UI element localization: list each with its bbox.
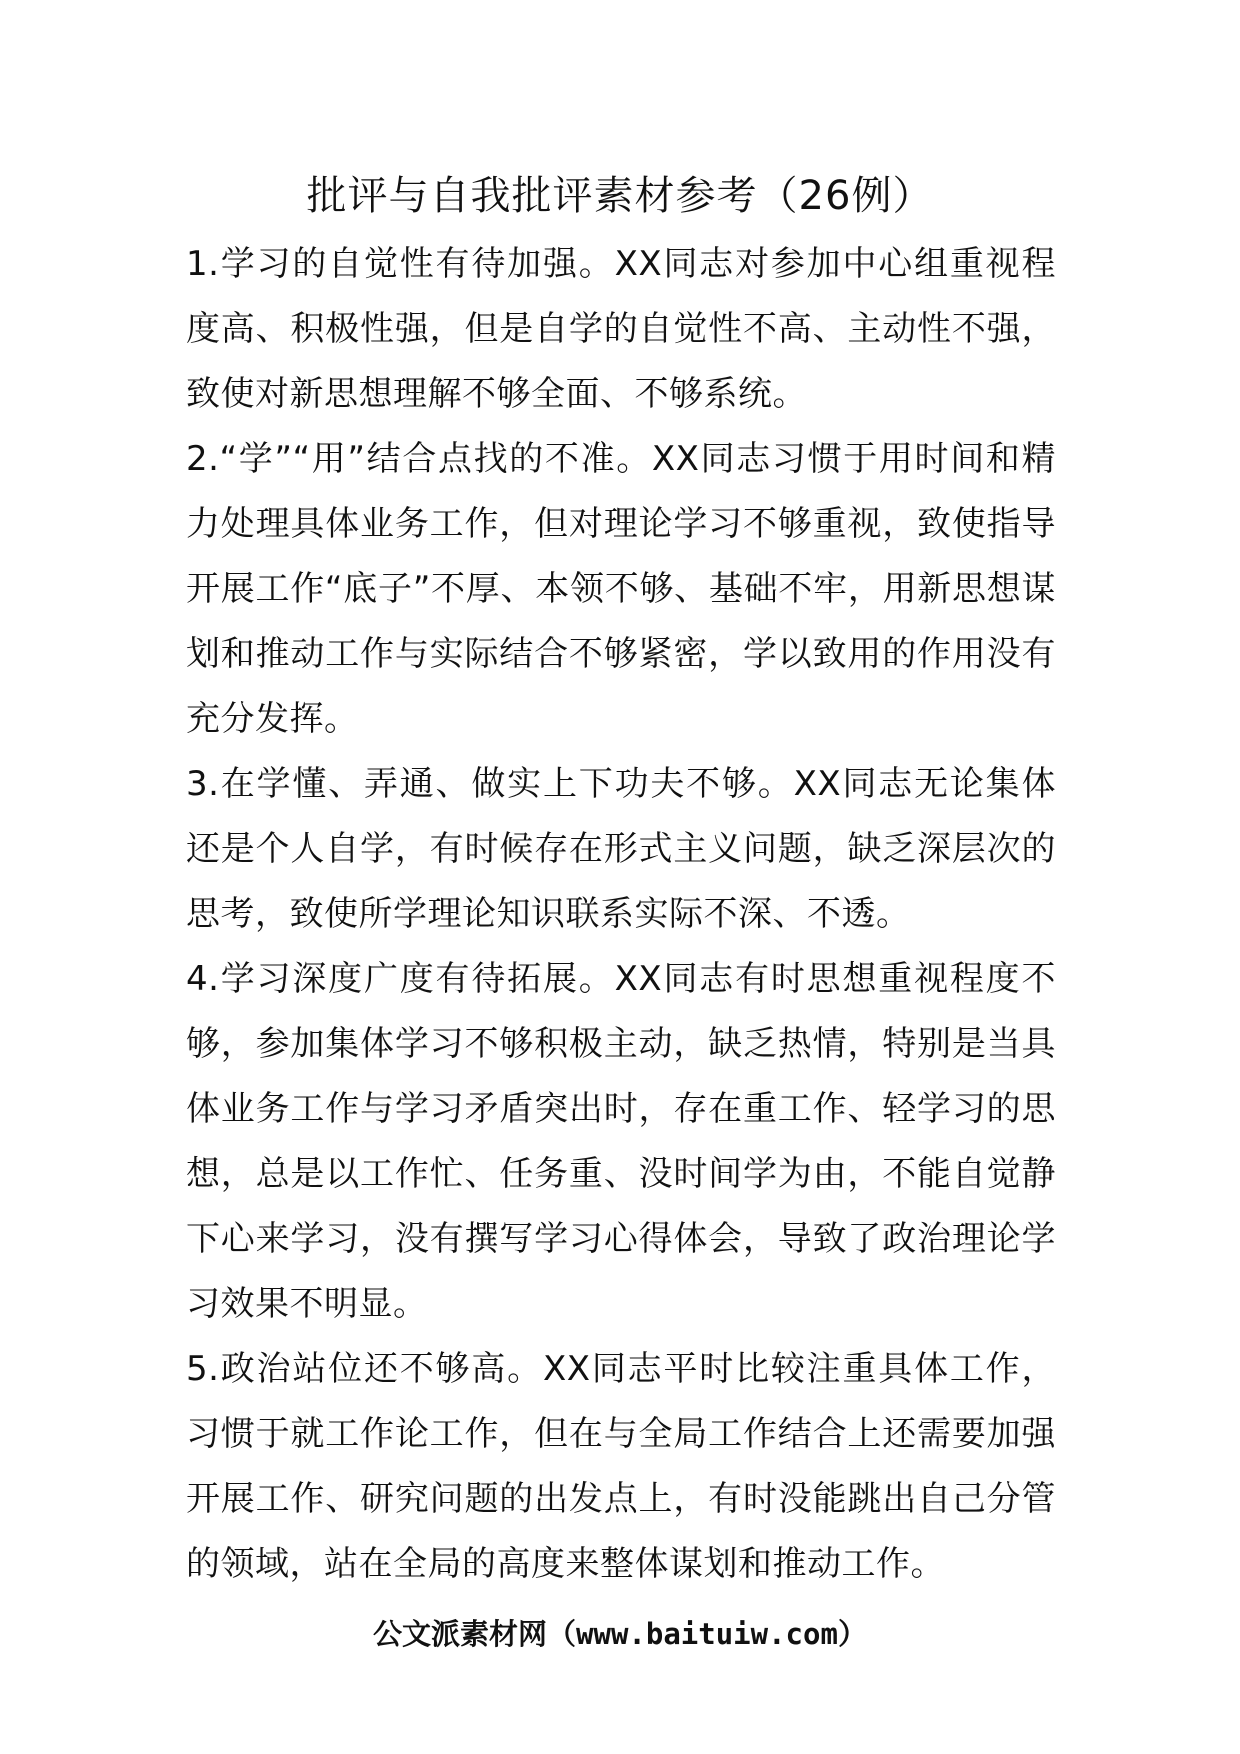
document-body (186, 232, 1056, 1597)
paragraph-4: 4.学习深度广度有待拓展。XX同志有时思想重视程度不够，参加集体学习不够积极主动，缺乏热情，特别是当具体业务工作与学习矛盾突出时，存在重工作、轻学习的思想，总是以工作忙、任务重、没时间学为由，不能自觉静下心来学习，没有撰写学习心得体会，导致了政治理论学习效果不明显。 (186, 959, 1056, 1324)
paragraph-2: 2.“学”“用”结合点找的不准。XX同志习惯于用时间和精力处理具体业务工作，但对理论学习不够重视，致使指导开展工作“底子”不厚、本领不够、基础不牢，用新思想谋划和推动工作与实际结合不够紧密，学以致用的作用没有充分发挥。 (186, 439, 1056, 739)
paragraph-3: 3.在学懂、弄通、做实上下功夫不够。XX同志无论集体还是个人自学，有时候存在形式主义问题，缺乏深层次的思考，致使所学理论知识联系实际不深、不透。 (186, 764, 1056, 934)
footer-url: www.baituiw.com (576, 1617, 838, 1651)
footer-source (0, 1612, 1240, 1656)
paragraph-5: 5.政治站位还不够高。XX同志平时比较注重具体工作，习惯于就工作论工作，但在与全局工作结合上还需要加强开展工作、研究问题的出发点上，有时没能跳出自己分管的领域，站在全局的高度来整体谋划和推动工作。 (186, 1349, 1056, 1584)
footer-close-paren: ） (837, 1617, 867, 1651)
document-title: 批评与自我批评素材参考（26例） (306, 173, 934, 219)
paragraph-1: 1.学习的自觉性有待加强。XX同志对参加中心组重视程度高、积极性强，但是自学的自觉性不高、主动性不强，致使对新思想理解不够全面、不够系统。 (186, 244, 1056, 414)
footer-open-paren: （ (547, 1617, 577, 1651)
footer-site-name: 公文派素材网 (373, 1617, 548, 1651)
